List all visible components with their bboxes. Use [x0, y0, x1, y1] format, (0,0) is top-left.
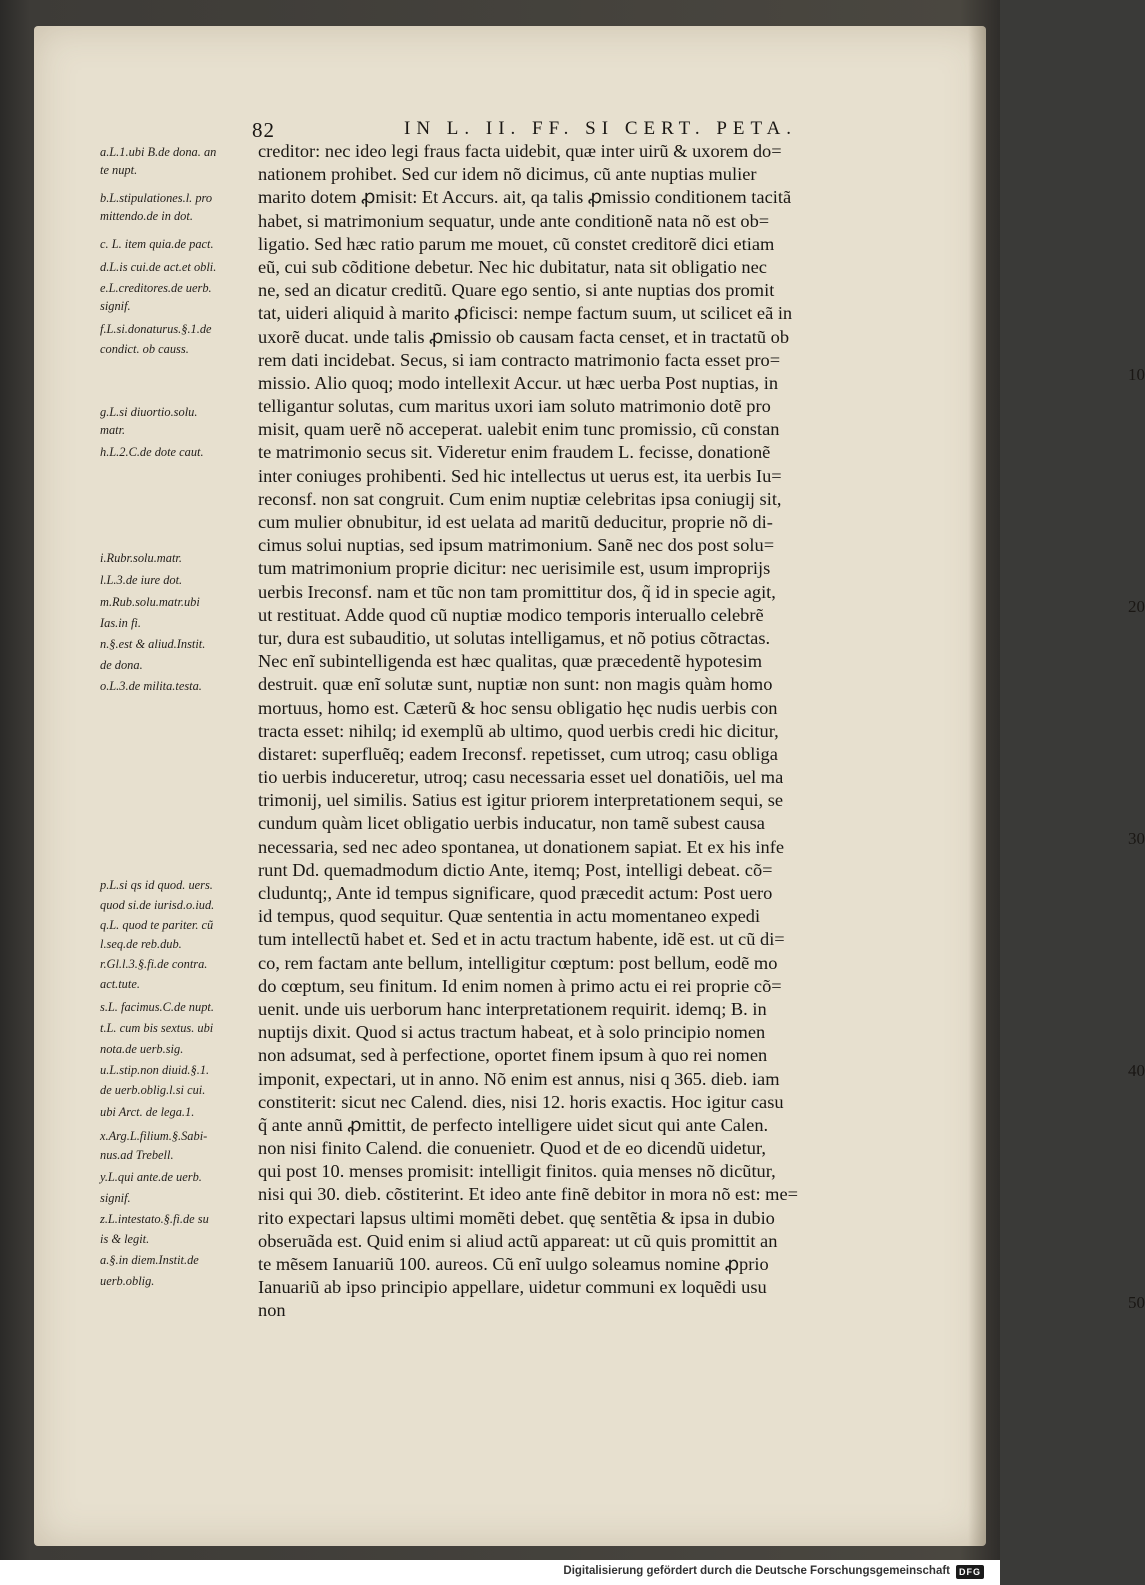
text-line: uenit. unde uis uerborum hanc interpretationem requirit. idemq; B. in [258, 998, 767, 1019]
line-number: 10 [1128, 364, 1145, 384]
text-line: destruit. quæ enĩ solutæ sunt, nuptiæ non sunt: non magis quàm homo [258, 674, 773, 695]
marginal-note: i.Rubr.solu.matr. [100, 551, 182, 565]
marginal-note: signif. [100, 1191, 131, 1206]
marginal-note: matr. [100, 423, 126, 438]
main-text-column [258, 140, 1145, 1323]
marginal-note: z.L.intestato.§.fi.de su [100, 1212, 209, 1227]
text-line: tio uerbis induceretur, utroq; casu necessaria esset uel donatiõis, uel ma [258, 767, 784, 788]
marginal-note: uerb.oblig. [100, 1273, 155, 1288]
text-line: id tempus, quod sequitur. Quæ sententia in actu momentaneo expedi [258, 906, 761, 927]
marginal-note: quod si.de iurisd.o.iud. [100, 897, 215, 912]
text-line: cimus solui nuptias, sed ipsum matrimonium. Sanẽ nec dos post solu= [258, 535, 775, 556]
text-line: cundum quàm licet obligatio uerbis inducatur, non tamẽ subest causa [258, 813, 765, 834]
marginal-note: Ias.in fi. [100, 615, 141, 630]
text-line: inter coniuges prohibenti. Sed hic intellectus ut uerus est, ita uerbis Iu= [258, 465, 782, 486]
text-line: ut restituat. Adde quod cũ nuptiæ modico temporis interuallo celebrẽ [258, 604, 764, 625]
marginal-note: de dona. [100, 657, 143, 672]
text-line: eũ, cui sub cõditione debetur. Nec hic dubitatur, nata sit obligatio nec [258, 256, 767, 277]
text-line: distaret: superfluẽq; eadem Ireconsf. repetisset, cum utroq; casu obliga [258, 743, 778, 764]
text-line: q̃ ante annũ ꝓmittit, de perfecto intelligere uidet sicut qui ante Calen. [258, 1114, 769, 1135]
text-line: uxorẽ ducat. unde talis ꝓmissio ob causam facta censet, et in tractatũ ob [258, 326, 790, 347]
funding-credit: Digitalisierung gefördert durch die Deutsche Forschungsgemeinschaft [563, 1565, 950, 1577]
text-line: Ianuariũ ab ipso principio appellare, uidetur communi ex loquẽdi usu [258, 1277, 767, 1298]
text-line: telligantur solutas, cum maritus uxori iam soluto matrimonio dotẽ pro [258, 396, 771, 417]
text-line: mortuus, homo est. Cæterũ & hoc sensu obligatio hęc nudis uerbis con [258, 697, 778, 718]
text-line: co, rem factam ante bellum, intelligitur cœptum: post bellum, eodẽ mo [258, 952, 778, 973]
marginal-note: s.L. facimus.C.de nupt. [100, 999, 214, 1014]
text-line: obseruãda est. Quid enim si aliud actũ appareat: ut cũ quis promittit an [258, 1230, 778, 1251]
digitization-footer [0, 1560, 1000, 1585]
page-edge-shadow [968, 26, 986, 1546]
marginal-note: f.L.si.donaturus.§.1.de [100, 322, 212, 337]
text-line: rito expectari lapsus ultimi momẽti debet. quę sentẽtia & ipsa in dubio [258, 1207, 775, 1228]
text-line: non adsumat, sed à perfectione, oportet finem ipsum à quo rei nomen [258, 1045, 768, 1066]
marginal-note: d.L.is cui.de act.et obli. [100, 259, 217, 274]
line-number: 20 [1128, 596, 1145, 616]
marginal-note: y.L.qui ante.de uerb. [100, 1170, 202, 1185]
marginal-note: te nupt. [100, 163, 138, 178]
text-line: cum mulier obnubitur, id est uelata ad maritũ deducitur, proprie nõ di- [258, 512, 773, 532]
marginal-note: r.Gl.l.3.§.fi.de contra. [100, 957, 208, 971]
marginal-note: ubi Arct. de lega.1. [100, 1105, 195, 1120]
marginal-note: u.L.stip.non diuid.§.1. [100, 1062, 210, 1077]
marginal-note: nota.de uerb.sig. [100, 1041, 184, 1056]
dfg-logo: DFG [956, 1565, 984, 1579]
marginal-note: t.L. cum bis sextus. ubi [100, 1020, 214, 1035]
text-line: non nisi finito Calend. die conuenietr. Quod et de eo dicendũ uidetur, [258, 1138, 766, 1159]
marginal-note: l.L.3.de iure dot. [100, 573, 183, 588]
marginal-note: is & legit. [100, 1231, 150, 1246]
text-line: imponit, expectari, ut in anno. Nõ enim est annus, nisi q 365. dieb. iam [258, 1068, 780, 1089]
marginal-note: q.L. quod te pariter. cũ [100, 917, 214, 932]
text-line: rem dati incidebat. Secus, si iam contracto matrimonio facta esset pro= [258, 349, 781, 370]
text-line: Nec enĩ subintelligenda est hæc qualitas, quæ præcedentẽ hypotesim [258, 651, 763, 672]
running-head: IN L. II. FF. SI CERT. PETA. [404, 118, 798, 139]
text-line: nisi qui 30. dieb. cõstiterint. Et ideo ante finẽ debitor in mora nõ est: me= [258, 1184, 799, 1205]
text-line: uerbis Ireconsf. nam et tũc non tam promittitur dos, q̃ id in specie agit, [258, 581, 776, 602]
marginal-note: signif. [100, 299, 131, 314]
text-line: tum matrimonium proprie dicitur: nec uerisimile est, usum improprijs [258, 558, 771, 579]
text-line: cluduntq;, Ante id tempus significare, quod præcedit actum: Post uero [258, 883, 773, 903]
text-line: nationem prohibet. Sed cur idem nõ dicimus, cũ ante nuptias mulier [258, 164, 757, 185]
text-line: ligatio. Sed hæc ratio parum me mouet, cũ constet creditorẽ dici etiam [258, 233, 775, 254]
text-line: ne, sed an dicatur creditũ. Quare ego sentio, si ante nuptias dos promit [258, 280, 775, 301]
line-number: 50 [1128, 1292, 1145, 1312]
marginal-note: m.Rub.solu.matr.ubi [100, 595, 200, 610]
text-line: tracta esset: nihilq; id exemplũ ab ultimo, quod uerbis credi hic dicitur, [258, 720, 779, 741]
text-line: te mẽsem Ianuariũ 100. aureos. Cũ enĩ uulgo soleamus nomine ꝓprio [258, 1254, 769, 1274]
marginal-note: de uerb.oblig.l.si cui. [100, 1083, 206, 1098]
text-line: nuptijs dixit. Quod si actus tractum habeat, et à solo principio nomen [258, 1022, 766, 1043]
text-line: non [258, 1300, 286, 1321]
text-line: qui post 10. menses promisit: intelligit finitos. quia menses nõ dicũtur, [258, 1161, 776, 1182]
page-number: 82 [252, 118, 275, 142]
text-line: creditor: nec ideo legi fraus facta uidebit, quæ inter uirũ & uxorem do= [258, 141, 782, 161]
marginal-note: a.§.in diem.Instit.de [100, 1252, 199, 1267]
marginal-note: c. L. item quia.de pact. [100, 236, 214, 251]
marginal-note: nus.ad Trebell. [100, 1148, 174, 1163]
text-line: tur, dura est subauditio, ut solutas intelligamus, et nõ potius cõtractas. [258, 627, 771, 648]
text-line: marito dotem ꝓmisit: Et Accurs. ait, qa talis ꝓmissio conditionem tacitã [258, 187, 792, 208]
marginal-note: e.L.creditores.de uerb. [100, 280, 212, 295]
marginal-note: x.Arg.L.filium.§.Sabi- [100, 1128, 208, 1143]
text-line: runt Dd. quemadmodum dictio Ante, itemq; Post, intelligi debeat. cõ= [258, 859, 773, 880]
marginal-note: condict. ob causs. [100, 342, 189, 357]
text-line: te matrimonio secus sit. Videretur enim fraudem L. fecisse, donationẽ [258, 442, 771, 463]
text-line: misit, quam uerẽ nõ acceperat. ualebit enim tunc promissio, cũ constan [258, 419, 780, 440]
text-line: tat, uideri aliquid à marito ꝓficisci: nempe factum suum, ut scilicet eã in [258, 303, 793, 324]
text-line: necessaria, sed nec adeo spontanea, ut donationem sapiat. Et ex his infe [258, 836, 784, 857]
text-line: missio. Alio quoq; modo intellexit Accur. ut hæc uerba Post nuptias, in [258, 372, 779, 393]
text-line: reconsf. non sat congruit. Cum enim nuptiæ celebritas ipsa coniugij sit, [258, 488, 782, 509]
marginal-note: mittendo.de in dot. [100, 209, 193, 224]
marginal-note: n.§.est & aliud.Instit. [100, 636, 206, 651]
marginal-note: act.tute. [100, 976, 140, 991]
line-number: 40 [1128, 1060, 1145, 1080]
marginal-note: o.L.3.de milita.testa. [100, 678, 202, 693]
marginal-note: b.L.stipulationes.l. pro [100, 191, 213, 206]
text-line: do cœptum, seu finitum. Id enim nomen à primo actu ei rei proprie cõ= [258, 975, 782, 996]
text-line: constiterit: sicut nec Calend. dies, nisi 12. horis exactis. Hoc igitur casu [258, 1091, 784, 1112]
marginal-note: a.L.1.ubi B.de dona. an [100, 145, 217, 159]
marginal-note: p.L.si qs id quod. uers. [100, 878, 213, 893]
text-line: tum intellectũ habet et. Sed et in actu tractum habente, idẽ est. ut cũ di= [258, 929, 785, 950]
text-line: habet, si matrimonium sequatur, unde ante conditionẽ nata nõ est ob= [258, 210, 770, 231]
marginal-note: l.seq.de reb.dub. [100, 937, 182, 952]
marginal-note: h.L.2.C.de dote caut. [100, 445, 204, 460]
marginal-note: g.L.si diuortio.solu. [100, 404, 198, 419]
line-number: 30 [1128, 828, 1145, 848]
text-line: trimonij, uel similis. Satius est igitur priorem interpretationem sequi, se [258, 790, 784, 811]
